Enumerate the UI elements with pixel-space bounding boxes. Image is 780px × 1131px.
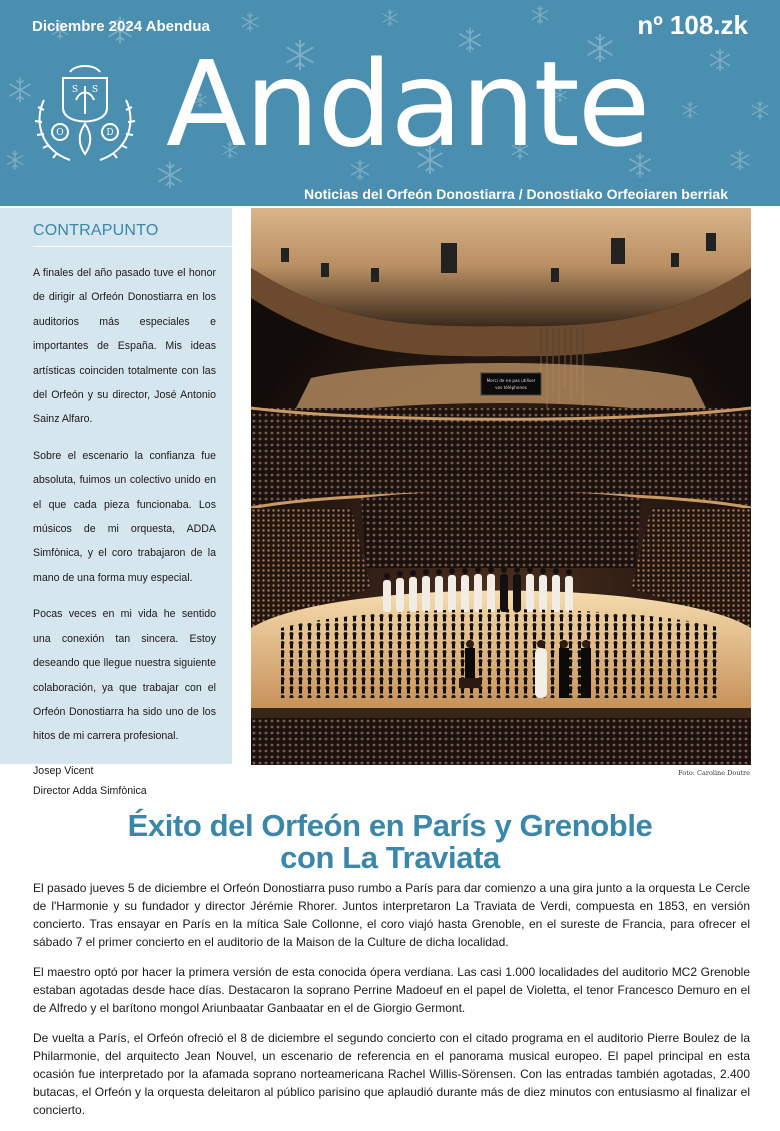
article-paragraph: El pasado jueves 5 de diciembre el Orfeón Donostiarra puso rumbo a París para dar comienzo a una gira junto a la orquesta Le Cercle de l'Harmonie y su fundador y director Jérémie Rhorer. Juntos interpretaron La Traviata de Verdi, compuesta en 1853, en versión concierto. Tras ensayar en París en la mítica Sale Collonne, el coro viajó hasta Grenoble, en el sureste de Francia, para ofrecer el sábado 7 el primer concierto en el auditorio de la Maison de la Culture de dicha localidad. <box>33 881 750 949</box>
screen-text-line1: Merci de ne pas utiliser <box>486 378 536 383</box>
photo-credit: Foto: Caroline Doutre <box>678 769 750 777</box>
crest-letter-4: D <box>106 128 114 138</box>
newsletter-title: Andante <box>166 35 649 173</box>
concert-hall-photo <box>251 208 751 765</box>
crest-letter-2: S <box>91 85 99 95</box>
sidebar-paragraph: A finales del año pasado tuve el honor de dirigir al Orfeón Donostiarra en los auditorios más especiales e importantes de España. Mis ideas artísticas coinciden totalmente con las del Orfeón y su director, José Antonio Sainz Alfaro. <box>33 267 216 426</box>
signature-name: Josep Vicent <box>33 764 94 777</box>
contrapunto-sidebar <box>0 208 232 797</box>
article-body <box>33 879 750 1131</box>
sidebar-paragraph: Sobre el escenario la confianza fue absoluta, fuimos un colectivo unido en el que cada pieza funcionaba. Los músicos de mi orquesta, ADDA Simfònica, y el coro trabajaron de la mano de una forma muy especial. <box>33 449 216 584</box>
masthead <box>0 0 780 206</box>
screen-text-line2: vos téléphones <box>495 385 527 390</box>
signature-title: Director Adda Simfònica <box>33 784 147 797</box>
headline-line-2: con La Traviata <box>280 840 500 875</box>
issue-date: Diciembre 2024 Abendua <box>32 18 210 35</box>
sidebar-paragraph: Pocas veces en mi vida he sentido una conexión tan sincera. Estoy deseando que llegue nuestra siguiente colaboración, ya que trabajar con el Orfeón Donostiarra ha sido uno de los hitos de mi carrera profesional. <box>33 608 216 743</box>
newsletter-subtitle: Noticias del Orfeón Donostiarra / Donostiako Orfeoiaren berriak <box>304 186 728 202</box>
headline-line-1: Éxito del Orfeón en París y Grenoble <box>127 808 653 843</box>
issue-number: nº 108.zk <box>637 10 748 40</box>
crest-letter-1: S <box>71 85 79 95</box>
sidebar-divider <box>33 246 232 247</box>
crest-letter-3: O <box>56 128 64 138</box>
article-paragraph: De vuelta a París, el Orfeón ofreció el 8 de diciembre el segundo concierto con el citado programa en el auditorio Pierre Boulez de la Philarmonie, del arquitecto Jean Nouvel, un escenario de referencia en el panorama musical europeo. El papel principal en esta ocasión fue interpretado por la afamada soprano norteamericana Rachel Willis-Sörensen. Con las entradas también agotadas, 2.400 butacas, el Orfeón y la orquesta deleitaron al público parisino que aplaudió durante más de diez minutos con entusiasmo al finalizar el concierto. <box>33 1031 750 1117</box>
article-paragraph: El maestro optó por hacer la primera versión de esta conocida ópera verdiana. Las casi 1.000 localidades del auditorio MC2 Grenoble estaban agotadas desde hace días. Destacaron la soprano Perrine Madoeuf en el papel de Violetta, el tenor Francesco Demuro en el de Alfredo y el barítono mongol Ariunbaatar Ganbaatar en el de Giorgio Germont. <box>33 965 750 1015</box>
orfeon-crest-logo <box>30 60 140 170</box>
article-headline <box>40 810 740 874</box>
sidebar-signature <box>33 761 216 801</box>
sidebar-heading: CONTRAPUNTO <box>33 222 159 239</box>
